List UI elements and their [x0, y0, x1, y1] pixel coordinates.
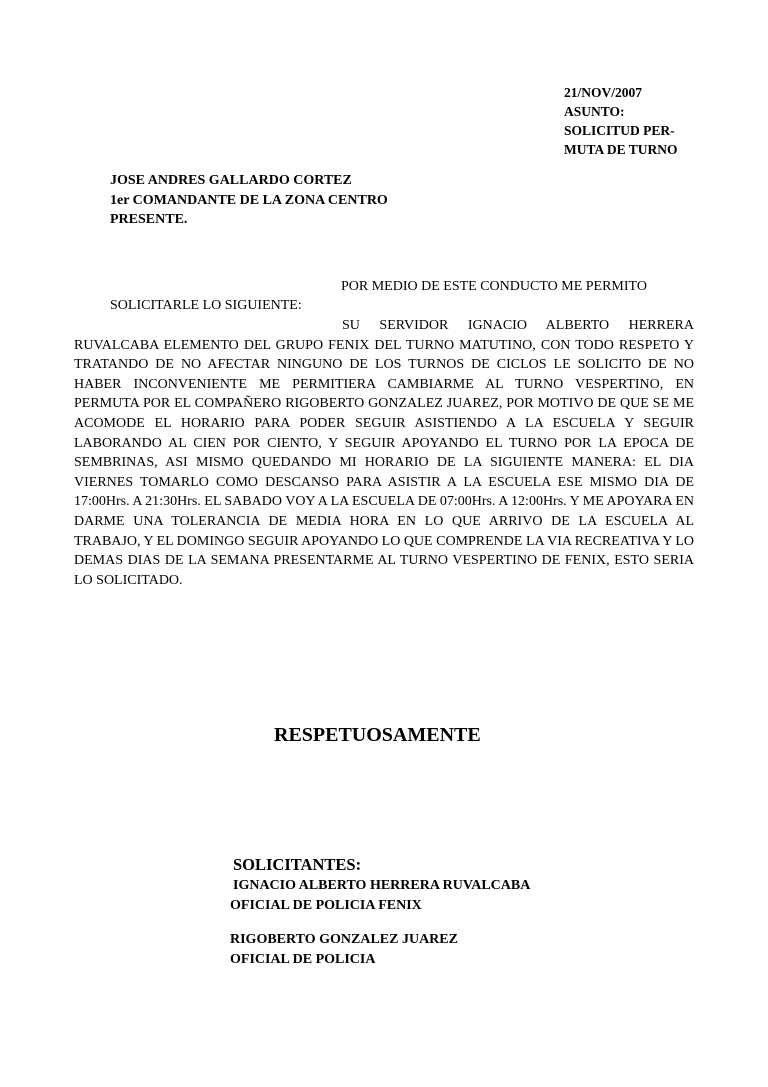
subject-line-1: SOLICITUD PER- [564, 123, 675, 138]
opening-line-1: POR MEDIO DE ESTE CONDUCTO ME PERMITO [341, 279, 647, 294]
addressee-position: 1er COMANDANTE DE LA ZONA CENTRO [110, 192, 388, 208]
header-block [564, 83, 754, 159]
signer-1-name: IGNACIO ALBERTO HERRERA RUVALCABA [233, 878, 531, 893]
addressee-name: JOSE ANDRES GALLARDO CORTEZ [110, 173, 352, 188]
subject-label: ASUNTO: [564, 104, 625, 119]
document-date: 21/NOV/2007 [564, 85, 643, 100]
signer-2-name: RIGOBERTO GONZALEZ JUAREZ [230, 932, 458, 947]
signer-2-role: OFICIAL DE POLICIA [230, 951, 376, 967]
body-paragraph: SU SERVIDOR IGNACIO ALBERTO HERRERA RUVALCABA ELEMENTO DEL GRUPO FENIX DEL TURNO MATUTINO, CON TODO RESPETO Y TRATANDO DE NO AFECTAR NINGUNO DE LOS TURNOS DE CICLOS LE SOLICITO DE NO HABER INCONVENIENTE ME PERMITIERA CAMBIARME AL TURNO VESPERTINO, EN PERMUTA POR EL COMPAÑERO RIGOBERTO GONZALEZ JUAREZ, POR MOTIVO DE QUE SE ME ACOMODE EL HORARIO PARA PODER SEGUIR ASISTIENDO A LA ESCUELA Y SEGUIR LABORANDO AL CIEN POR CIENTO, Y SEGUIR APOYANDO EL TURNO POR LA EPOCA DE SEMBRINAS, ASI MISMO QUEDANDO MI HORARIO DE LA SIGUIENTE MANERA: EL DIA VIERNES TOMARLO COMO DESCANSO PARA ASISTIR A LA ESCUELA ESE MISMO DIA DE 17:00Hrs. A 21:30Hrs. EL SABADO VOY A LA ESCUELA DE 07:00Hrs. A 12:00Hrs. Y ME APOYARA EN DARME UNA TOLERANCIA DE MEDIA HORA EN LO QUE ARRIVO DE LA ESCUELA AL TRABAJO, Y EL DOMINGO SEGUIR APOYANDO LO QUE COMPRENDE LA VIA RECREATIVA Y LO DEMAS DIAS DE LA SEMANA PRESENTARME AL TURNO VESPERTINO DE FENIX, ESTO SERIA LO SOLICITADO. [74, 318, 694, 588]
closing-salutation: RESPETUOSAMENTE [274, 724, 481, 746]
addressee-presente: PRESENTE. [110, 212, 188, 227]
subject-line-2: MUTA DE TURNO [564, 142, 678, 157]
signature-spacer [230, 915, 530, 930]
signature-block [230, 854, 530, 969]
addressee-block [110, 171, 388, 230]
signer-1-role: OFICIAL DE POLICIA FENIX [230, 897, 422, 913]
opening-line-2: SOLICITARLE LO SIGUIENTE: [110, 298, 302, 313]
signatures-title: SOLICITANTES: [233, 855, 362, 874]
